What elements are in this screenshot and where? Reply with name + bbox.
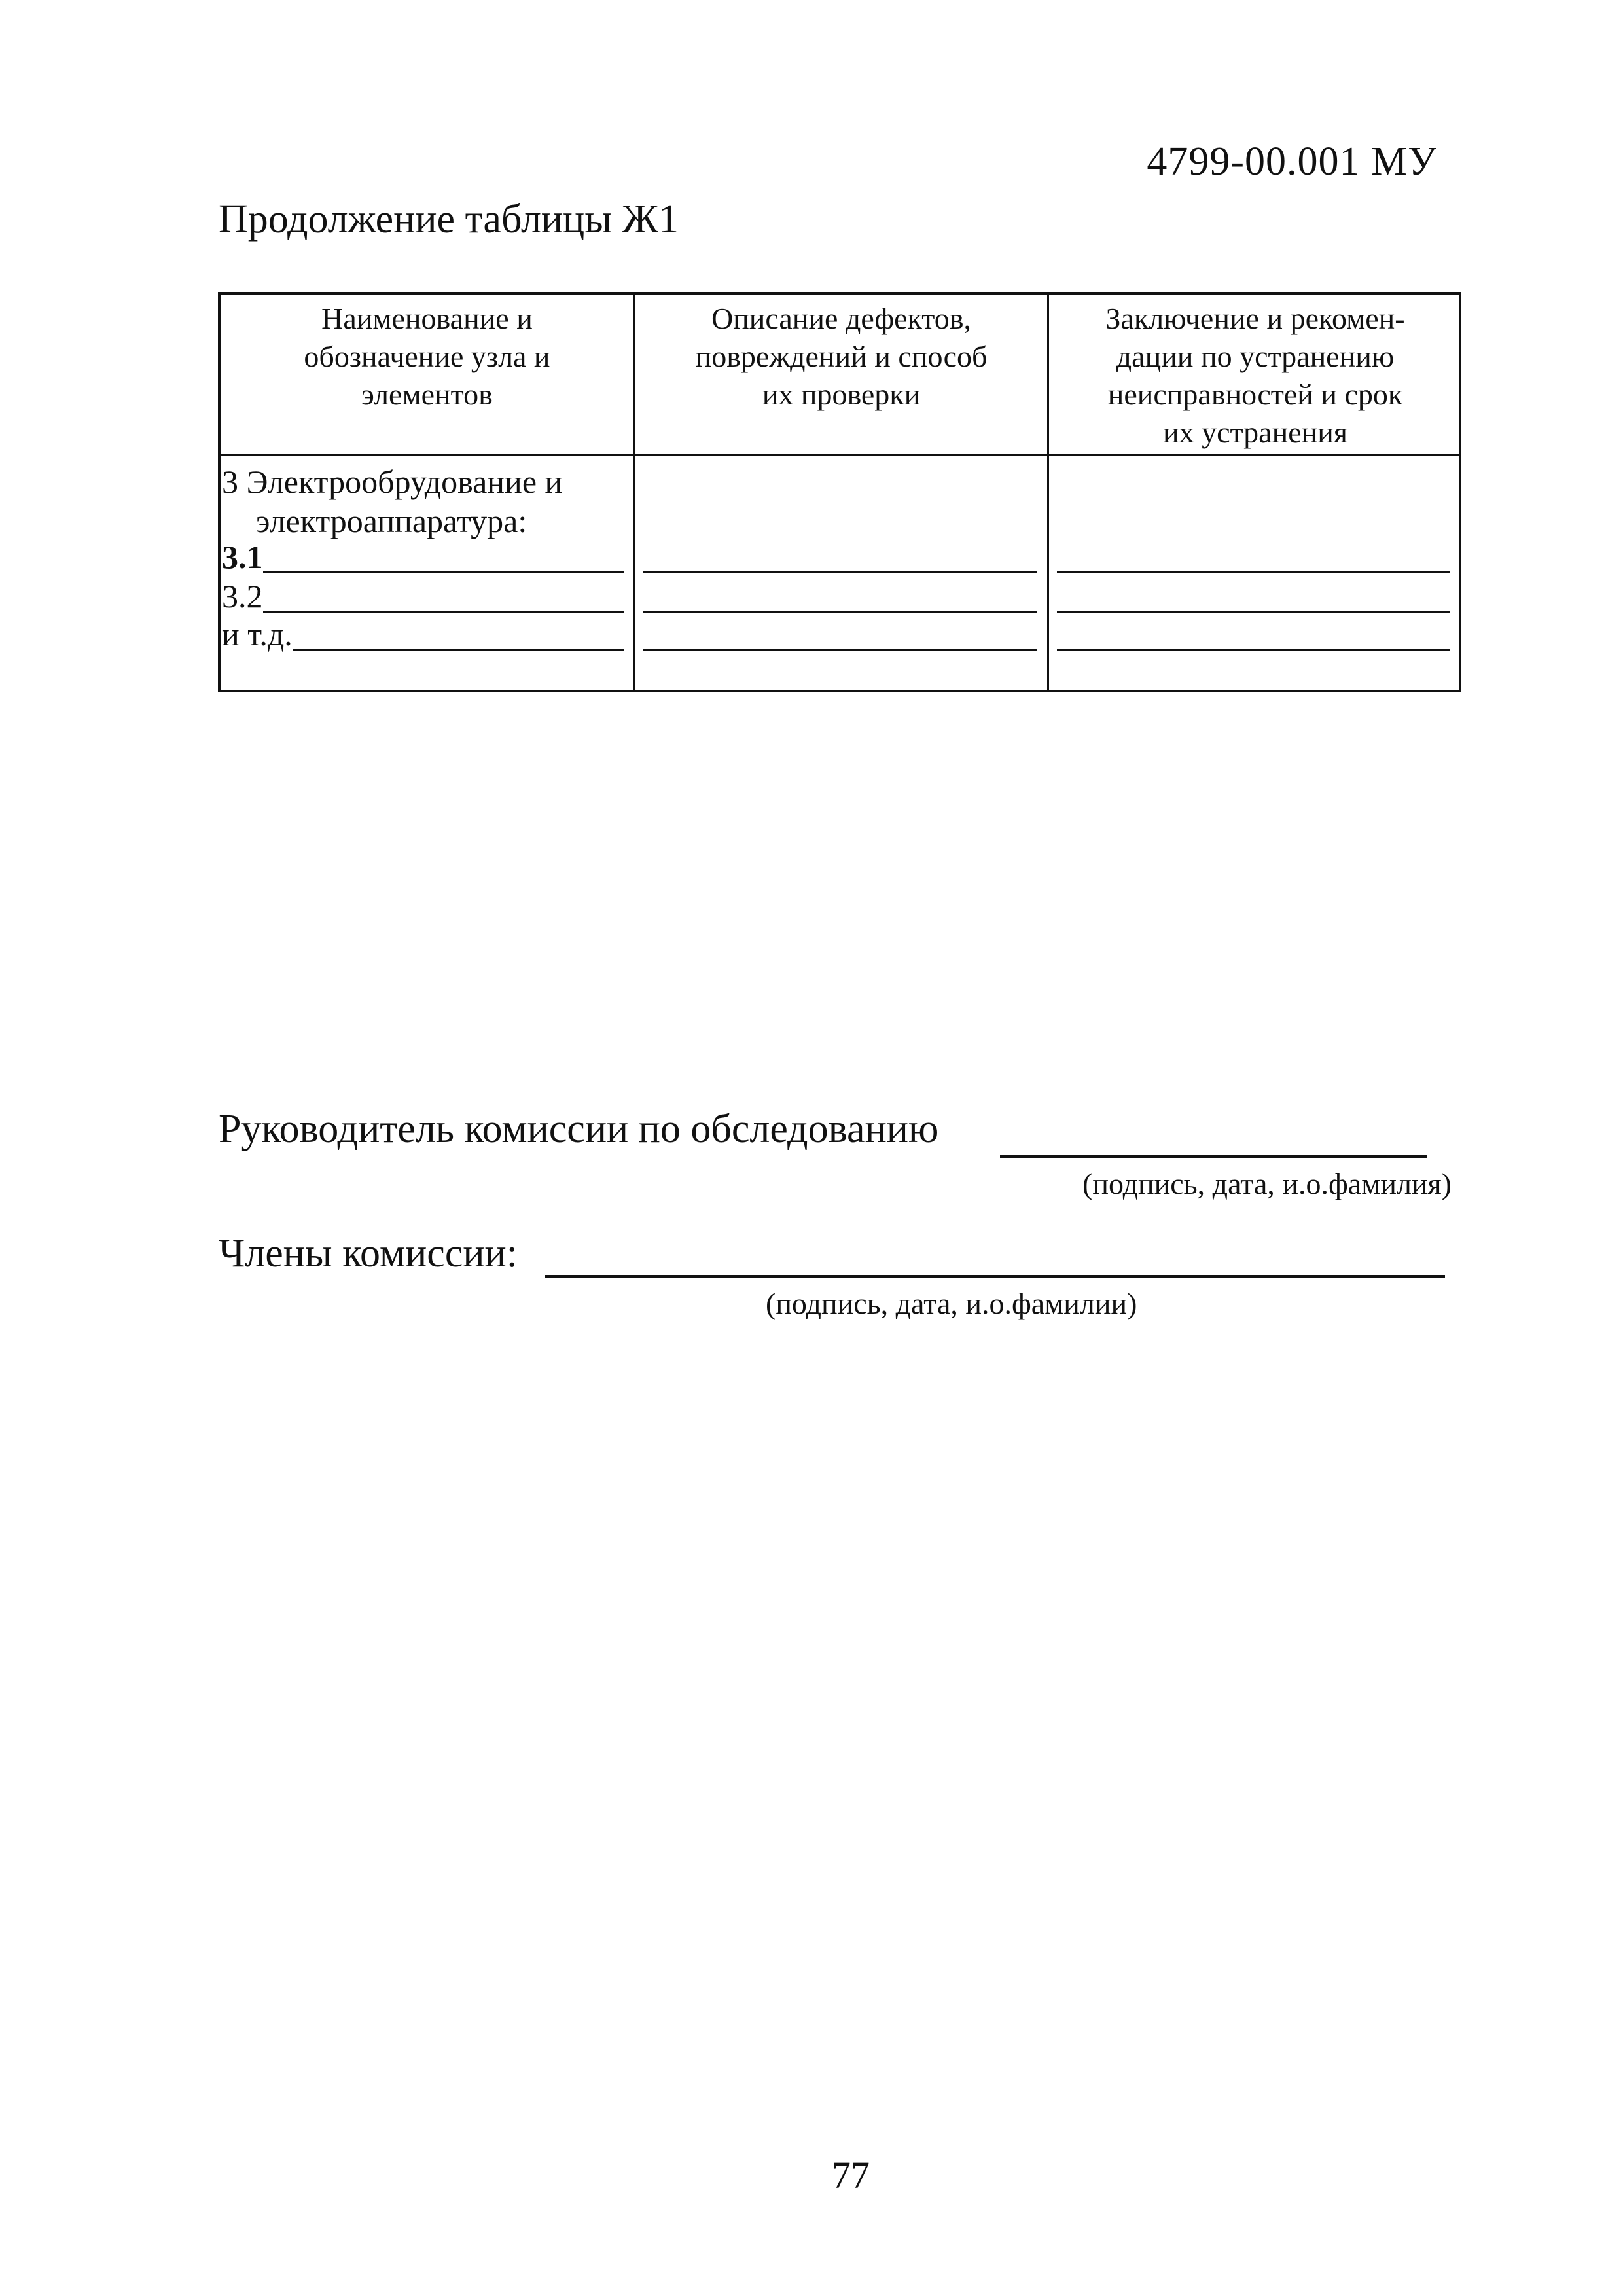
fill-in-line[interactable]: [1057, 649, 1450, 651]
table-title: Продолжение таблицы Ж1: [219, 197, 679, 242]
column-header-conclusion: Заключение и рекомен- дации по устранению неисправностей и срок их устранения: [1105, 302, 1405, 449]
header-divider: [221, 454, 1459, 456]
document-code: 4799-00.001 МУ: [1147, 139, 1437, 184]
commission-members-caption: (подпись, дата, и.о.фамилии): [766, 1287, 1137, 1320]
fill-in-line[interactable]: [643, 571, 1037, 573]
commission-members-signature-field[interactable]: [545, 1275, 1445, 1278]
defects-table: [218, 292, 1461, 692]
fill-in-line[interactable]: [1057, 611, 1450, 613]
column-header-name: Наименование и обозначение узла и элементов: [304, 302, 550, 411]
commission-lead-label: Руководитель комиссии по обследованию: [219, 1107, 939, 1151]
row-label: и т.д.: [222, 616, 293, 653]
commission-lead-signature-field[interactable]: [1000, 1155, 1427, 1158]
table-row: [221, 577, 1459, 615]
fill-in-line[interactable]: [222, 571, 624, 573]
section-title: 3 Электрообрудование и электроаппаратура:: [222, 463, 563, 539]
fill-in-line[interactable]: [643, 649, 1037, 651]
table-row: [221, 538, 1459, 576]
fill-in-line[interactable]: [643, 611, 1037, 613]
fill-in-line[interactable]: [1057, 571, 1450, 573]
page-number: 77: [832, 2154, 870, 2197]
column-header-description: Описание дефектов, повреждений и способ их проверки: [695, 302, 988, 411]
row-label: 3.1: [222, 539, 263, 575]
commission-members-label: Члены комиссии:: [219, 1231, 518, 1276]
table-row: [221, 615, 1459, 653]
commission-lead-caption: (подпись, дата, и.о.фамилия): [1082, 1167, 1452, 1200]
row-label: 3.2: [222, 578, 263, 615]
fill-in-line[interactable]: [222, 611, 624, 613]
